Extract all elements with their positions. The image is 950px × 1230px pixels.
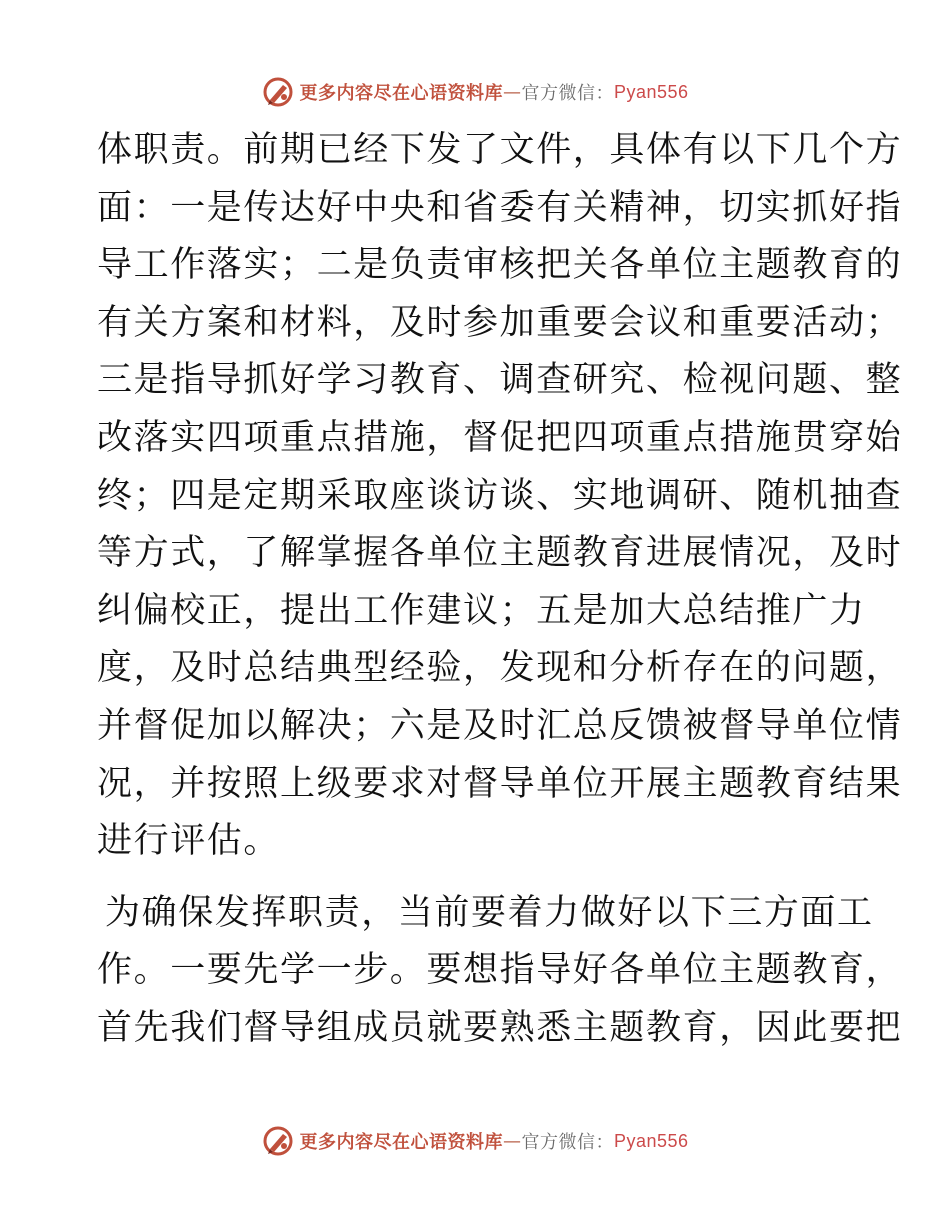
footer-watermark <box>0 1121 950 1161</box>
watermark-wechat-id: Pyan556 <box>613 81 689 102</box>
text-line: 有关方案和材料，及时参加重要会议和重要活动； <box>97 302 903 343</box>
watermark-label: 官方微信： <box>521 1132 614 1153</box>
text-line: 体职责。前期已经下发了文件，具体有以下几个方 <box>97 130 903 170</box>
document-body <box>97 122 903 1058</box>
watermark-label: 官方微信： <box>521 83 614 104</box>
watermark-text <box>299 79 688 105</box>
text-line: 为确保发挥职责，当前要着力做好以下三方面工 <box>105 892 874 933</box>
text-line: 况，并按照上级要求对督导单位开展主题教育结果 <box>97 763 903 804</box>
paragraph-1 <box>97 122 903 871</box>
text-line: 导工作落实；二是负责审核把关各单位主题教育的 <box>97 245 903 286</box>
watermark-wechat-id: Pyan556 <box>613 1130 689 1151</box>
text-line: 度，及时总结典型经验，发现和分析存在的问题， <box>97 648 903 689</box>
pen-seal-icon <box>261 1124 295 1158</box>
text-line: 等方式，了解掌握各单位主题教育进展情况，及时 <box>97 533 903 574</box>
text-line: 终；四是定期采取座谈访谈、实地调研、随机抽查 <box>97 475 903 516</box>
text-line: 首先我们督导组成员就要熟悉主题教育，因此要把 <box>97 1007 903 1048</box>
text-line: 作。一要先学一步。要想指导好各单位主题教育， <box>97 950 903 991</box>
header-watermark <box>0 72 950 112</box>
pen-seal-icon <box>261 75 295 109</box>
watermark-dash: — <box>502 81 522 103</box>
text-line: 纠偏校正，提出工作建议；五是加大总结推广力 <box>97 590 866 631</box>
text-line: 面：一是传达好中央和省委有关精神，切实抓好指 <box>97 187 903 228</box>
watermark-brand: 更多内容尽在心语资料库 <box>299 83 503 104</box>
text-line: 三是指导抓好学习教育、调查研究、检视问题、整 <box>97 360 903 401</box>
text-line: 并督促加以解决；六是及时汇总反馈被督导单位情 <box>97 705 903 746</box>
watermark-brand: 更多内容尽在心语资料库 <box>299 1132 503 1153</box>
text-line: 进行评估。 <box>97 821 281 862</box>
watermark-dash: — <box>502 1130 522 1152</box>
paragraph-spacer <box>97 871 857 885</box>
watermark-text <box>299 1128 688 1154</box>
text-line: 改落实四项重点措施，督促把四项重点措施贯穿始 <box>97 417 903 458</box>
paragraph-2 <box>97 885 903 1058</box>
